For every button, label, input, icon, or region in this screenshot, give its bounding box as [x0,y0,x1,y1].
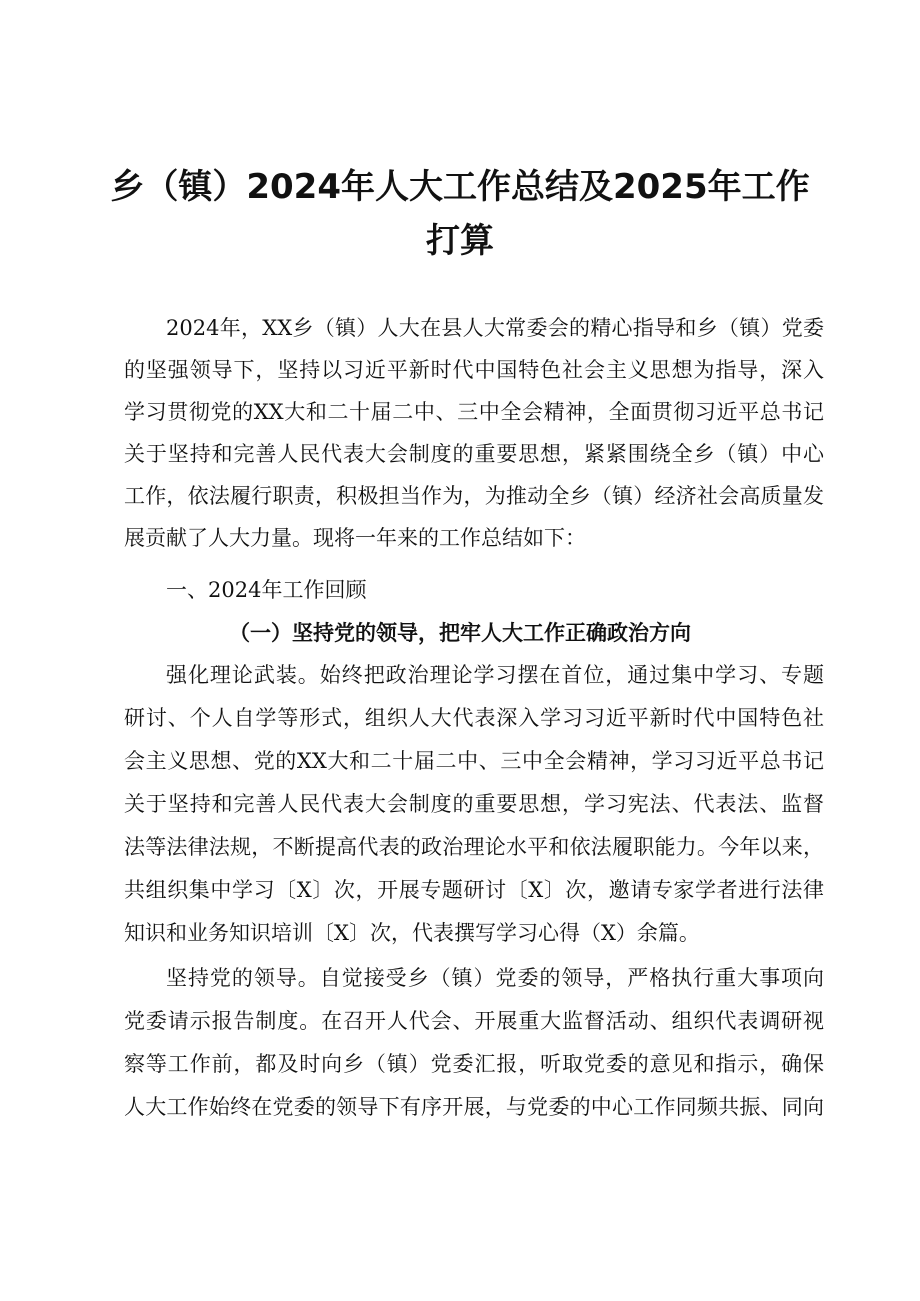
paragraph-line: 法等法律法规，不断提高代表的政治理论水平和依法履职能力。今年以来， [124,835,824,859]
paragraph-line: 知识和业务知识培训〔X〕次，代表撰写学习心得（X）余篇。 [124,921,700,945]
paragraph-line: 党委请示报告制度。在召开人代会、开展重大监督活动、组织代表调研视 [124,1009,824,1033]
intro-line: 学习贯彻党的XX大和二十届二中、三中全会精神，全面贯彻习近平总书记 [124,400,824,424]
intro-line: 展贡献了人大力量。现将一年来的工作总结如下： [124,526,586,550]
subsection-heading: （一）坚持党的领导，把牢人大工作正确政治方向 [229,621,691,645]
paragraph-line: 关于坚持和完善人民代表大会制度的重要思想，学习宪法、代表法、监督 [124,792,824,816]
section-heading: 一、2024年工作回顾 [166,578,367,602]
paragraph-line: 察等工作前，都及时向乡（镇）党委汇报，听取党委的意见和指示，确保 [124,1052,824,1076]
document-title-line-1: 乡（镇）2024年人大工作总结及2025年工作 [110,167,810,207]
document-title-line-2: 打算 [426,221,494,261]
paragraph-line: 研讨、个人自学等形式，组织人大代表深入学习习近平新时代中国特色社 [124,706,824,730]
paragraph-line: 共组织集中学习〔X〕次，开展专题研讨〔X〕次，邀请专家学者进行法律 [124,878,824,902]
paragraph-line: 会主义思想、党的XX大和二十届二中、三中全会精神，学习习近平总书记 [124,749,824,773]
intro-line: 的坚强领导下，坚持以习近平新时代中国特色社会主义思想为指导，深入 [124,358,824,382]
intro-line: 2024年，XX乡（镇）人大在县人大常委会的精心指导和乡（镇）党委 [166,316,824,340]
intro-line: 工作，依法履行职责，积极担当作为，为推动全乡（镇）经济社会高质量发 [124,484,824,508]
paragraph-line: 人大工作始终在党委的领导下有序开展，与党委的中心工作同频共振、同向 [124,1095,824,1119]
paragraph-line: 坚持党的领导。自觉接受乡（镇）党委的领导，严格执行重大事项向 [166,966,824,990]
paragraph-line: 强化理论武装。始终把政治理论学习摆在首位，通过集中学习、专题 [166,663,824,687]
intro-line: 关于坚持和完善人民代表大会制度的重要思想，紧紧围绕全乡（镇）中心 [124,442,824,466]
